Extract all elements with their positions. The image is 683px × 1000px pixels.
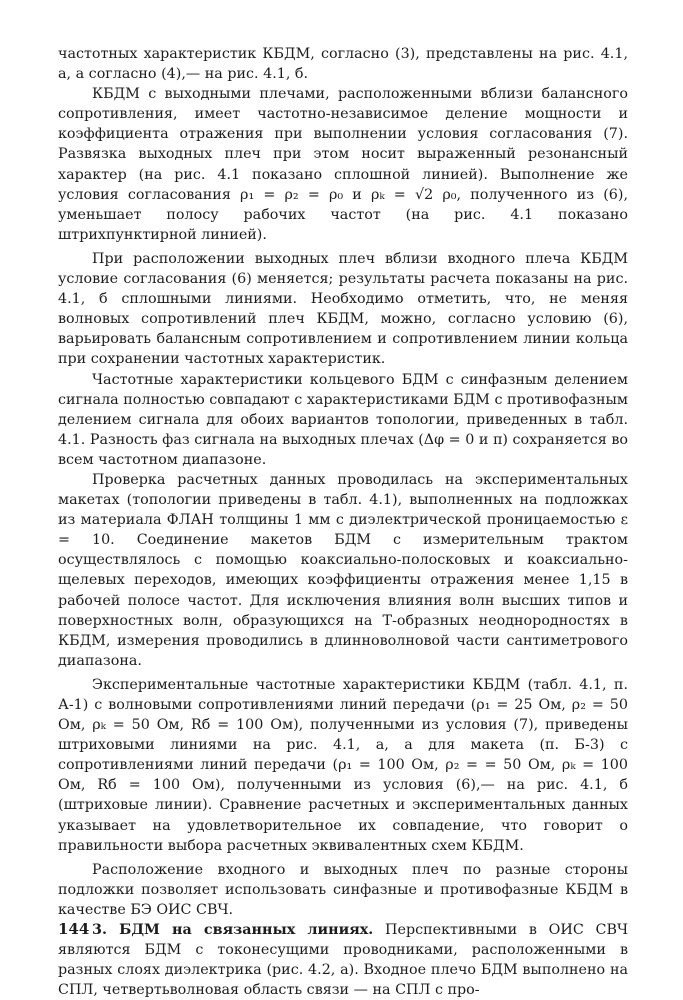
paragraph-experimental: Экспериментальные частотные характеристики КБДМ (табл. 4.1, п. А-1) с волновыми сопротивлениями линий передачи (ρ₁ = 25 Ом, ρ₂ = 50 Ом, ρₖ = 50 Ом, Rб = 100 Ом), полученными из условия (7), приведены штриховыми линиями на рис. 4.1, а, а для макета (п. Б-3) с сопротивлениями линий передачи (ρ₁ = 100 Ом, ρ₂ = = 50 Ом, ρₖ = 100 Ом, Rб = 100 Ом), полученными из условия (6),— на рис. 4.1, б (штриховые линии). Сравнение расчетных и экспериментальных данных указывает на удовлетворительное их совпадение, что говорит о правильности выбора расчетных эквивалентных схем КБДМ. xyxy=(58,676,628,854)
section-paragraph xyxy=(58,920,628,1000)
paragraph-ring-characteristics: Частотные характеристики кольцевого БДМ с синфазным делением сигнала полностью совпадают с характеристиками БДМ с противофазным делением сигнала для обоих вариантов топологии, приведенных в табл. 4.1. Разность фаз сигнала на выходных плечах (Δφ = 0 и π) сохраняется во всем частотном диапазоне. xyxy=(58,371,628,468)
section-text: Перспективными в ОИС СВЧ являются БДМ с токонесущими проводниками, расположенными в разных слоях диэлектрика (рис. 4.2, а). Входное плечо БДМ выполнено на СПЛ, четвертьволновая область связи — на СПЛ с про- xyxy=(58,922,628,999)
paragraph-verification: Проверка расчетных данных проводилась на экспериментальных макетах (топологии приведены в табл. 4.1), выполненных на подложках из материала ФЛАН толщины 1 мм с диэлектрической проницаемостью ε = 10. Соединение макетов БДМ с измерительным трактом осуществлялось с помощью коаксиально-полосковых и коаксиально-щелевых переходов, имеющих коэффициенты отражения менее 1,15 в рабочей полосе частот. Для исключения влияния волн высших типов и поверхностных волн, образующихся на Т-образных неоднородностях в КБДМ, измерения проводились в длинноволновой части сантиметрового диапазона. xyxy=(58,471,628,669)
paragraph-placement: Расположение входного и выходных плеч по разные стороны подложки позволяет использовать синфазные и противофазные КБДМ в качестве БЭ ОИС СВЧ. xyxy=(58,861,628,918)
paragraph-output-arms: КБДМ с выходными плечами, расположенными вблизи балансного сопротивления, имеет частотно-независимое деление мощности и коэффициента отражения при выполнении условия согласования (7). Развязка выходных плеч при этом носит выраженный резонансный характер (на рис. 4.1 показано сплошной линией). Выполнение же условия согласования ρ₁ = ρ₂ = ρ₀ и ρₖ = √2 ρ₀, полученного из (6), уменьшает полосу рабочих частот (на рис. 4.1 показано штрихпунктирной линией). xyxy=(58,86,628,243)
paragraph-continuation: частотных характеристик КБДМ, согласно (3), представлены на рис. 4.1, а, а согласно (4),— на рис. 4.1, б. xyxy=(58,46,628,83)
section-heading: 3. БДМ на связанных линиях. xyxy=(92,922,374,939)
page-body xyxy=(58,44,628,1000)
paragraph-input-arms: При расположении выходных плеч вблизи входного плеча КБДМ условие согласования (6) меняется; результаты расчета показаны на рис. 4.1, б сплошными линиями. Необходимо отметить, что, не меняя волновых сопротивлений плеч КБДМ, можно, согласно условию (6), варьировать балансным сопротивлением и сопротивлением линии кольца при сохранении частотных характеристик. xyxy=(58,250,628,368)
page-number: 144 xyxy=(58,920,90,938)
